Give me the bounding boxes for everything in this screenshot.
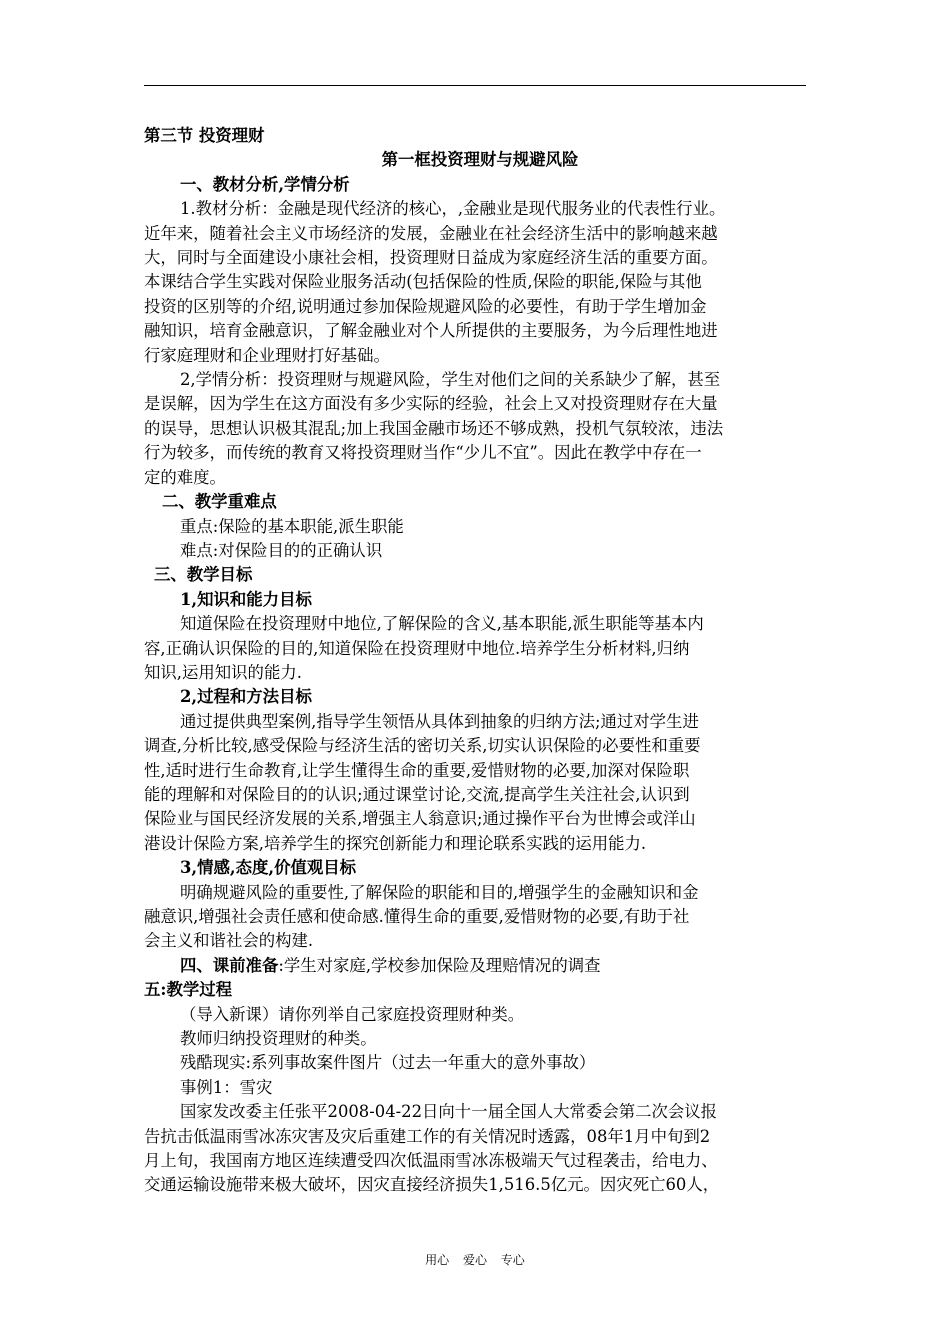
section1-para2	[144, 368, 816, 490]
section4-text: :学生对家庭,学校参加保险及理赔情况的调查	[278, 955, 601, 975]
paragraph-line: 知道保险在投资理财中地位,了解保险的含义,基本职能,派生职能等基本内	[180, 614, 704, 634]
paragraph-line: 融知识，培育金融意识，了解金融业对个人所提供的主要服务，为今后理性地进	[144, 321, 718, 341]
goal2-heading: 2,过程和方法目标	[180, 687, 312, 707]
paragraph-line: 的误导，思想认识极其混乱;加上我国金融市场还不够成熟，投机气氛较浓，违法	[144, 418, 724, 438]
paragraph-line: 告抗击低温雨雪冰冻灾害及灾后重建工作的有关情况时透露，08年1月中旬到2	[144, 1126, 711, 1146]
process-line: 事例1：雪灾	[180, 1077, 273, 1097]
document-body	[144, 124, 816, 1198]
paragraph-line: 会主义和谐社会的构建.	[144, 931, 314, 951]
paragraph-line: 通过提供典型案例,指导学生领悟从具体到抽象的归纳方法;通过对学生进	[180, 711, 699, 731]
process-line: 残酷现实:系列事故案件图片（过去一年重大的意外事故）	[180, 1053, 596, 1073]
paragraph-line: 2,学情分析：投资理财与规避风险，学生对他们之间的关系缺少了解，甚至	[180, 370, 721, 390]
header-rule	[144, 85, 806, 86]
paragraph-line: 能的理解和对保险目的的认识;通过课堂讨论,交流,提高学生关注社会,认识到	[144, 784, 690, 804]
paragraph-line: 调查,分析比较,感受保险与经济生活的密切关系,切实认识保险的必要性和重要	[144, 736, 701, 756]
key-point: 重点:保险的基本职能,派生职能	[180, 516, 404, 536]
section4	[144, 954, 816, 978]
paragraph-line: 近年来，随着社会主义市场经济的发展，金融业在社会经济生活中的影响越来越	[144, 223, 718, 243]
process-line: （导入新课）请你列举自己家庭投资理财种类。	[180, 1004, 525, 1024]
paragraph-line: 融意识,增强社会责任感和使命感.懂得生命的重要,爱惜财物的必要,有助于社	[144, 907, 690, 926]
paragraph-line: 投资的区别等的介绍,说明通过参加保险规避风险的必要性，有助于学生增加金	[144, 296, 707, 316]
section5-heading: 五:教学过程	[144, 980, 233, 1000]
paragraph-line: 定的难度。	[144, 467, 226, 487]
section1-heading: 一、教材分析,学情分析	[180, 174, 350, 194]
paragraph-line: 大，同时与全面建设小康社会相，投资理财日益成为家庭经济生活的重要方面。	[144, 248, 718, 268]
paragraph-line: 明确规避风险的重要性,了解保险的职能和目的,增强学生的金融知识和金	[180, 882, 699, 902]
paragraph-line: 月上旬，我国南方地区连续遭受四次低温雨雪冰冻极端天气过程袭击，给电力、	[144, 1151, 718, 1171]
case-body	[144, 1100, 816, 1198]
document-subtitle: 第一框投资理财与规避风险	[381, 150, 579, 170]
goal1-body	[144, 612, 816, 685]
paragraph-line: 行家庭理财和企业理财打好基础。	[144, 345, 390, 365]
goal3-body	[144, 881, 816, 954]
document-title: 第三节 投资理财	[144, 126, 265, 145]
paragraph-line: 容,正确认识保险的目的,知道保险在投资理财中地位.培养学生分析材料,归纳	[144, 638, 690, 658]
paragraph-line: 行为较多，而传统的教育又将投资理财当作“少儿不宜”。因此在教学中存在一	[144, 443, 702, 463]
section2-heading: 二、教学重难点	[162, 492, 277, 512]
process-line: 教师归纳投资理财的种类。	[180, 1029, 377, 1049]
paragraph-line: 性,适时进行生命教育,让学生懂得生命的重要,爱惜财物的必要,加深对保险职	[144, 760, 690, 780]
page-footer: 用心 爱心 专心	[425, 1253, 525, 1267]
goal2-body	[144, 710, 816, 856]
paragraph-line: 保险业与国民经济发展的关系,增强主人翁意识;通过操作平台为世博会或洋山	[144, 809, 696, 829]
section3-heading: 三、教学目标	[154, 565, 253, 585]
goal3-heading: 3,情感,态度,价值观目标	[180, 858, 357, 878]
paragraph-line: 是误解，因为学生在这方面没有多少实际的经验，社会上又对投资理财存在大量	[144, 394, 718, 414]
goal1-heading: 1,知识和能力目标	[180, 589, 312, 609]
paragraph-line: 本课结合学生实践对保险业服务活动(包括保险的性质,保险的职能,保险与其他	[144, 272, 702, 292]
paragraph-line: 交通运输设施带来极大破坏，因灾直接经济损失1,516.5亿元。因灾死亡60人，	[144, 1175, 720, 1195]
paragraph-line: 国家发改委主任张平2008-04-22日向十一届全国人大常委会第二次会议报	[180, 1102, 718, 1122]
paragraph-line: 1.教材分析：金融是现代经济的核心，,金融业是现代服务业的代表性行业。	[180, 199, 726, 219]
paragraph-line: 知识,运用知识的能力.	[144, 662, 302, 682]
difficult-point: 难点:对保险目的的正确认识	[180, 540, 383, 560]
paragraph-line: 港设计保险方案,培养学生的探究创新能力和理论联系实践的运用能力.	[144, 833, 647, 853]
section4-heading: 四、课前准备	[180, 955, 279, 975]
section1-para1	[144, 197, 816, 368]
